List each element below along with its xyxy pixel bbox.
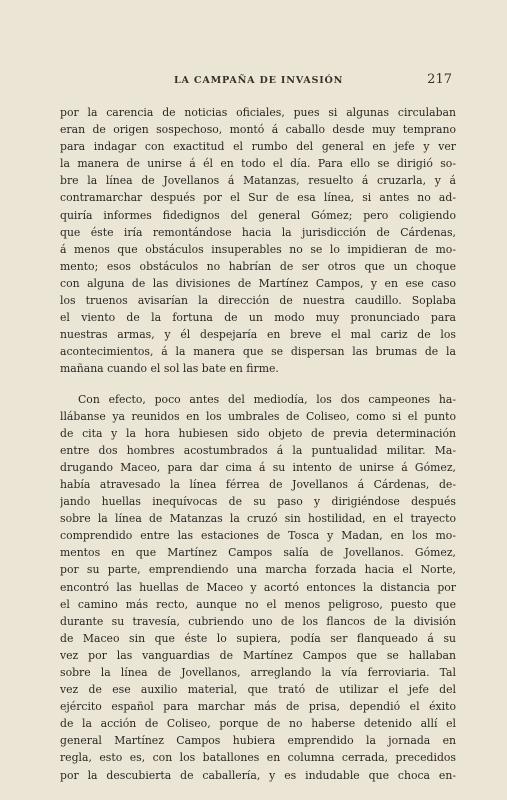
text-line: mento; esos obstáculos no habrían de ser otros que un choque [60, 259, 456, 273]
text-line: quiría informes fidedignos del general Gómez; pero coligiendo [60, 208, 456, 222]
text-line: acontecimientos, á la manera que se dispersan las brumas de la [60, 345, 456, 359]
text-line: drugando Maceo, para dar cima á su intento de unirse á Gómez, [60, 460, 456, 474]
text-line: la manera de unirse á él en todo el día. Para ello se dirigió so- [60, 157, 456, 171]
text-line: mañana cuando el sol las bate en firme. [60, 362, 279, 376]
text-line: eran de origen sospechoso, montó á caballo desde muy temprano [60, 123, 456, 137]
text-line: general Martínez Campos hubiera emprendido la jornada en [60, 734, 456, 748]
paragraph-1 [60, 104, 456, 378]
page-header [60, 72, 452, 92]
text-line: por la descubierta de caballería, y es indudable que choca en- [60, 768, 456, 782]
body-text [60, 104, 456, 784]
text-line: vez por las vanguardias de Martínez Campos que se hallaban [60, 648, 456, 662]
text-line: ejército español para marchar más de prisa, dependió el éxito [60, 700, 456, 714]
text-line: para indagar con exactitud el rumbo del general en jefe y ver [60, 140, 456, 154]
text-line: de la acción de Coliseo, porque de no haberse detenido allí el [60, 717, 456, 731]
text-line: con alguna de las divisiones de Martínez Campos, y en ese caso [60, 276, 456, 290]
running-title: LA CAMPAÑA DE INVASIÓN [174, 75, 344, 86]
text-line: durante su travesía, cubriendo uno de los flancos de la división [60, 614, 456, 628]
text-line: por su parte, emprendiendo una marcha forzada hacia el Norte, [60, 563, 456, 577]
text-line: encontró las huellas de Maceo y acortó entonces la distancia por [60, 580, 456, 594]
text-line: de Maceo sin que éste lo supiera, podía ser flanqueado á su [60, 631, 456, 645]
text-line: por la carencia de noticias oficiales, pues si algunas circulaban [60, 106, 456, 119]
page-number: 217 [427, 72, 452, 87]
text-line: que éste iría remontándose hacia la jurisdicción de Cárdenas, [60, 225, 456, 239]
text-line: el viento de la fortuna de un modo muy pronunciado para [60, 311, 456, 325]
text-line: contramarchar después por el Sur de esa línea, si antes no ad- [60, 191, 456, 205]
text-line: regla, esto es, con los batallones en columna cerrada, precedidos [60, 751, 456, 765]
text-line: llábanse ya reunidos en los umbrales de Coliseo, como si el punto [60, 409, 456, 423]
text-line: comprendido entre las estaciones de Tosca y Madan, en los mo- [60, 529, 456, 543]
text-line: mentos en que Martínez Campos salía de Jovellanos. Gómez, [60, 546, 456, 560]
text-line: nuestras armas, y él despejaría en breve el mal cariz de los [60, 328, 456, 342]
text-line: jando huellas inequívocas de su paso y dirigiéndose después [60, 495, 456, 509]
text-line: los truenos avisarían la dirección de nuestra caudillo. Soplaba [60, 294, 456, 308]
text-line: Con efecto, poco antes del mediodía, los dos campeones ha- [78, 392, 456, 406]
text-line: bre la línea de Jovellanos á Matanzas, resuelto á cruzarla, y á [60, 174, 456, 188]
text-line: entre dos hombres acostumbrados á la puntualidad militar. Ma- [60, 443, 456, 457]
text-line: había atravesado la línea férrea de Jovellanos á Cárdenas, de- [60, 477, 456, 491]
paragraph-2 [60, 391, 456, 784]
paragraph-gap [60, 378, 456, 391]
text-line: sobre la línea de Jovellanos, arreglando la vía ferroviaria. Tal [60, 666, 456, 679]
text-line: de cita y la hora hubiesen sido objeto de previa determinación [60, 426, 456, 440]
text-line: el camino más recto, aunque no el menos peligroso, puesto que [60, 597, 456, 611]
text-line: vez de ese auxilio material, que trató de utilizar el jefe del [60, 683, 456, 697]
text-line: á menos que obstáculos insuperables no se lo impidieran de mo- [60, 242, 456, 256]
text-line: sobre la línea de Matanzas la cruzó sin hostilidad, en el trayecto [60, 512, 456, 526]
